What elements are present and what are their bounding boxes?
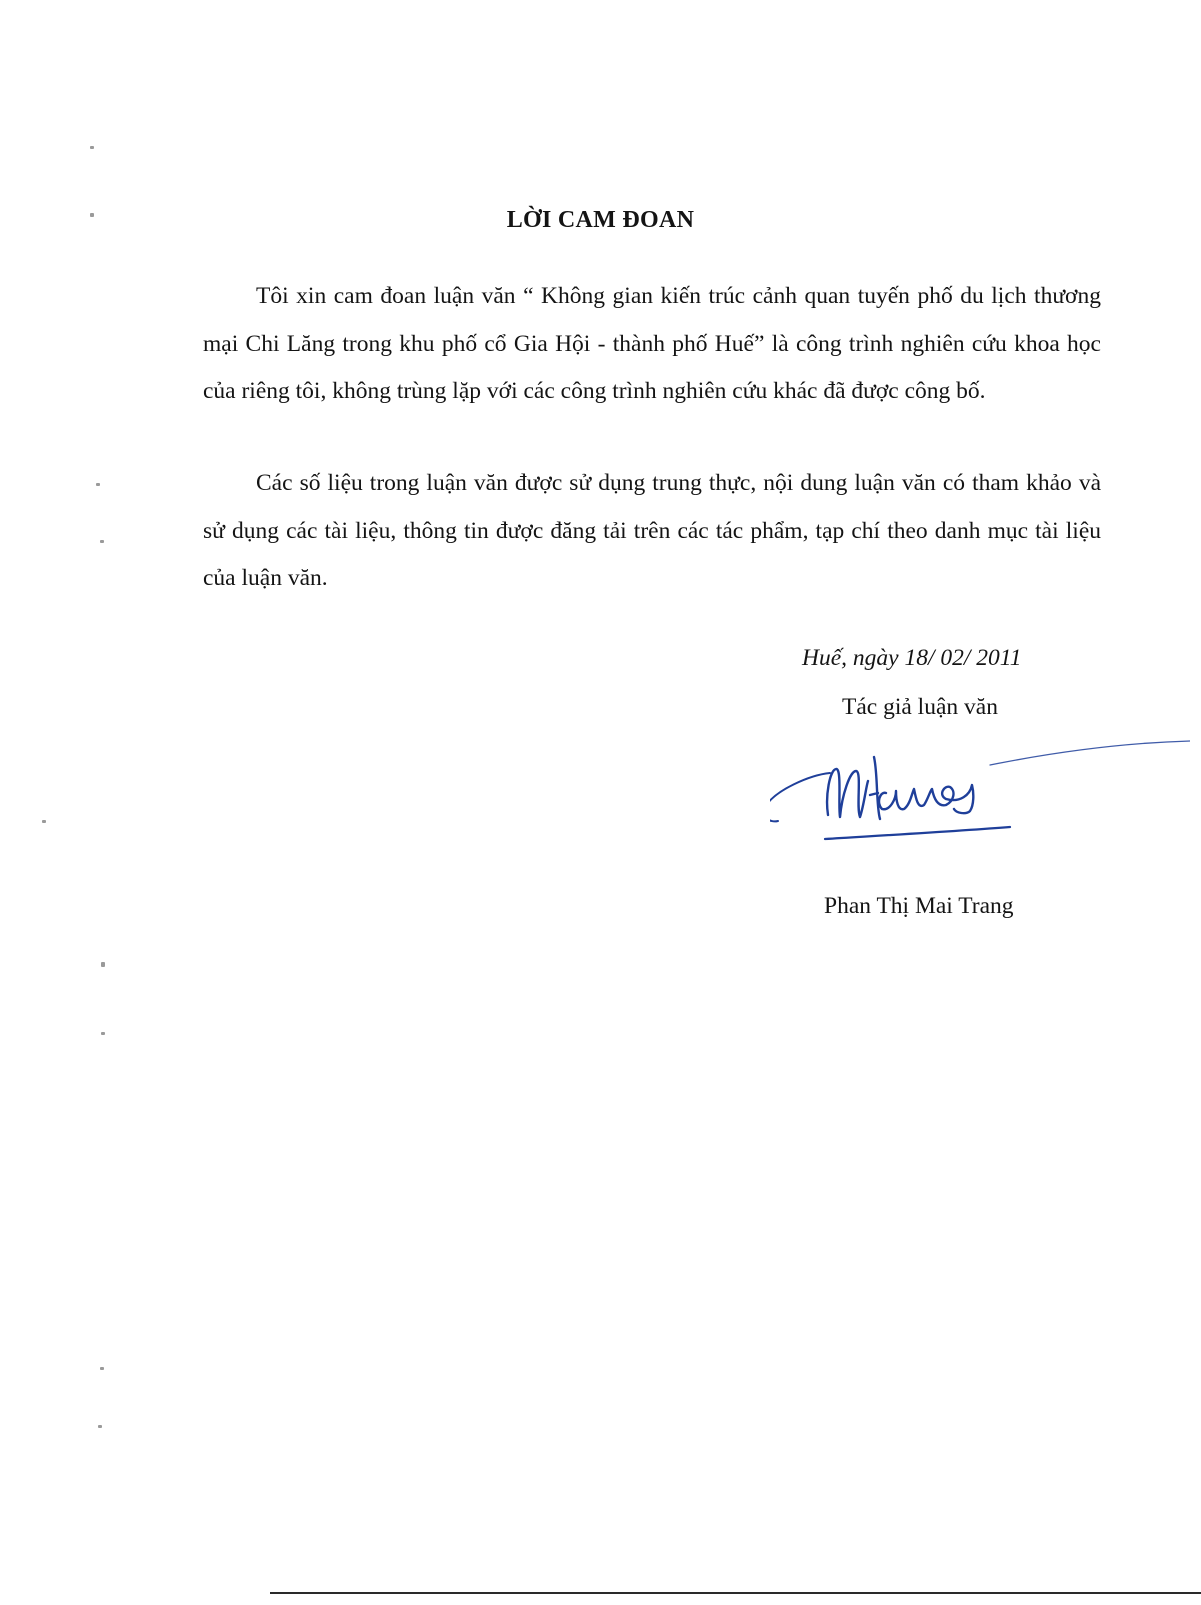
margin-speck (90, 146, 94, 149)
margin-speck (90, 213, 94, 217)
date-line: Huế, ngày 18/ 02/ 2011 (802, 645, 1022, 671)
margin-speck (96, 483, 100, 486)
margin-speck (42, 820, 46, 823)
signature-tail-stroke (990, 741, 1190, 765)
document-title: LỜI CAM ĐOAN (506, 207, 695, 233)
paragraph-1-block (203, 273, 1101, 416)
signature-image (770, 735, 1190, 870)
margin-speck (101, 962, 105, 967)
paragraph-2: Các số liệu trong luận văn được sử dụng trung thực, nội dung luận văn có tham khảo và sử dụng các tài liệu, thông tin được đăng tải trên các tác phẩm, tạp chí theo danh mục tài liệu của luận văn. (203, 470, 1101, 591)
signature-flourish-stroke (770, 773, 830, 821)
signature-underline-stroke (825, 827, 1010, 839)
margin-speck (98, 1425, 102, 1428)
author-name: Phan Thị Mai Trang (824, 893, 1014, 919)
margin-speck (100, 540, 104, 543)
author-role: Tác giả luận văn (842, 694, 998, 720)
paragraph-2-block (203, 460, 1101, 603)
paragraph-1: Tôi xin cam đoan luận văn “ Không gian kiến trúc cảnh quan tuyến phố du lịch thương mại Chi Lăng trong khu phố cổ Gia Hội - thành phố Huế” là công trình nghiên cứu khoa học của riêng tôi, không trùng lặp với các công trình nghiên cứu khác đã được công bố. (203, 283, 1101, 404)
signature-letters-stroke (827, 757, 973, 819)
bottom-edge-line (270, 1592, 1201, 1594)
margin-speck (100, 1367, 104, 1370)
margin-speck (101, 1032, 105, 1035)
